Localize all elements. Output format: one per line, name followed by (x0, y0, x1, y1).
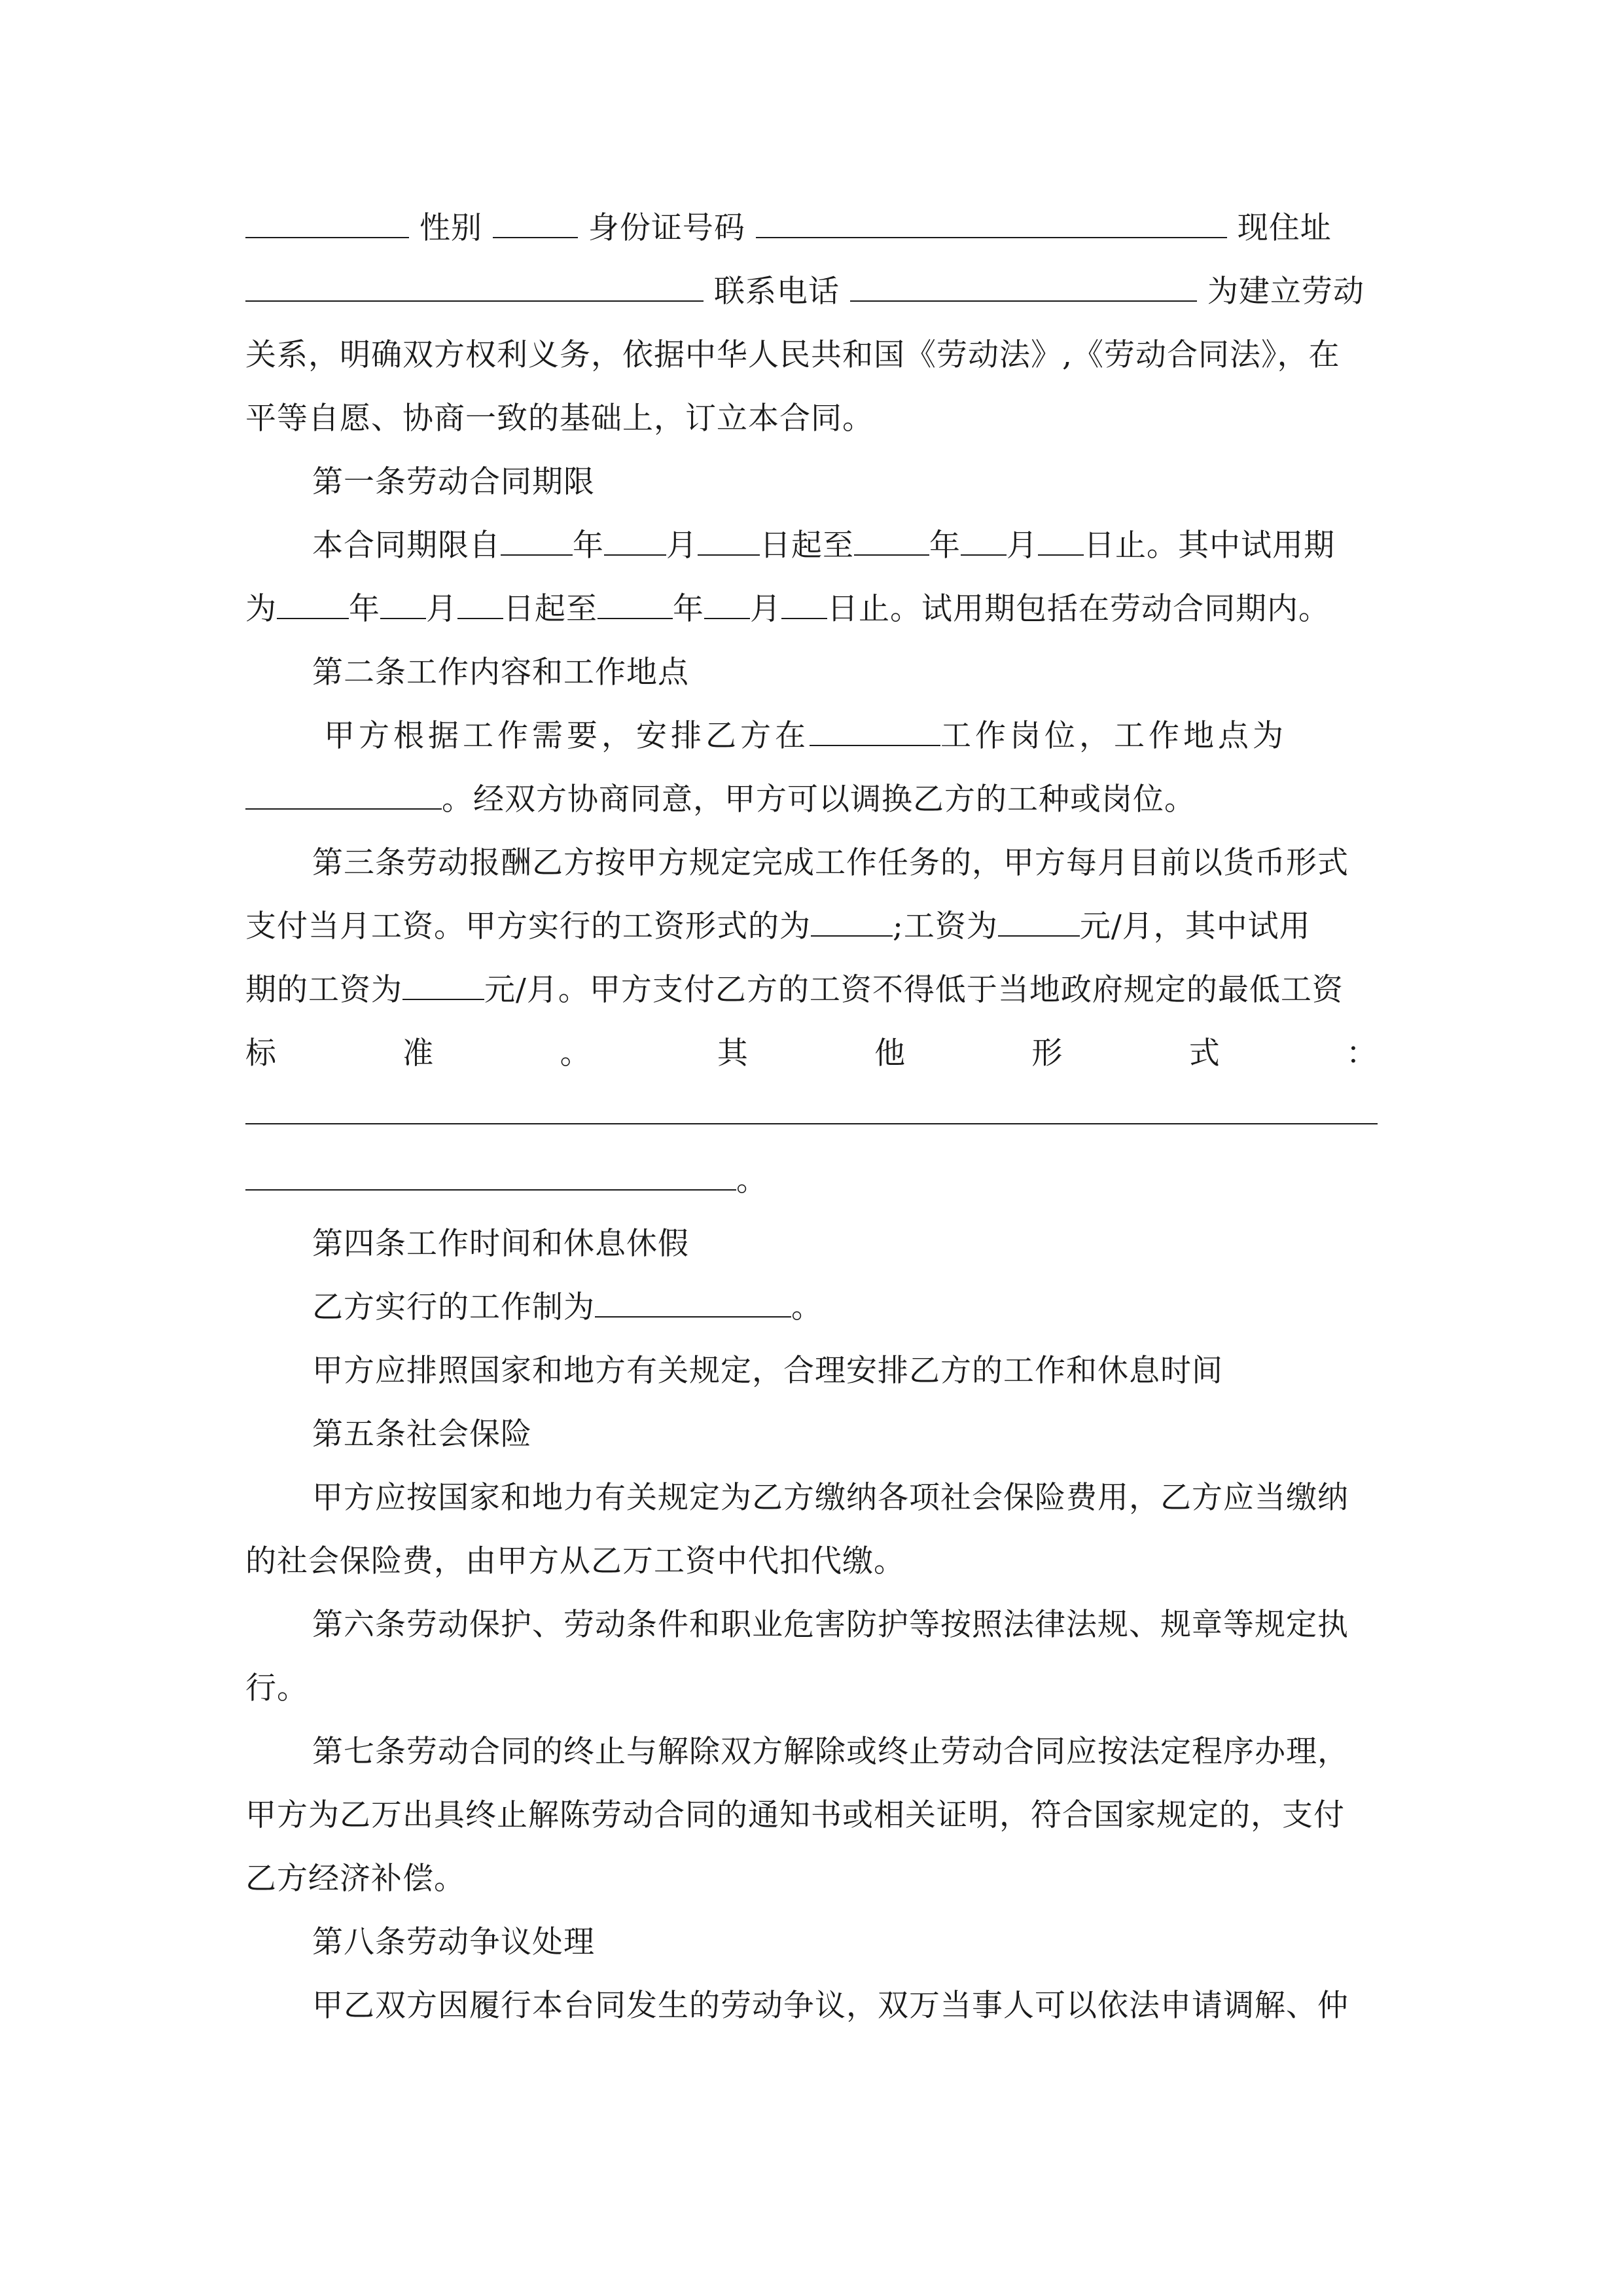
article-1-title: 第一条劳动合同期限 (312, 464, 595, 500)
period: 。 (736, 1162, 768, 1198)
spread-char: 标 (245, 1035, 277, 1071)
probation-end-month-blank[interactable] (704, 579, 750, 619)
start-month-blank[interactable] (604, 515, 666, 556)
article-3-line-3 (245, 958, 1378, 1022)
position-blank[interactable] (810, 706, 940, 746)
article-4-line-2: 甲方应排照国家和地方有关规定，合理安排乙方的工作和休息时间 (312, 1353, 1223, 1389)
purpose-text-a: 为建立劳动 (1207, 274, 1364, 310)
spread-char: 他 (874, 1035, 906, 1071)
id-number-label: 身份证号码 (588, 210, 745, 246)
address-label: 现住址 (1237, 210, 1332, 246)
contract-body (245, 196, 1378, 2037)
day-to-label: 日起至 (503, 591, 597, 627)
month-label: 月 (426, 591, 457, 627)
article-2-line-1 (245, 704, 1378, 768)
probation-wage-blank[interactable] (402, 960, 484, 1000)
probation-wage-label: 期的工资为 (245, 972, 402, 1008)
article-3-line-2 (245, 895, 1378, 958)
month-label: 月 (666, 528, 698, 564)
probation-end-label: 日止。试用期包括在劳动合同期内。 (827, 591, 1330, 627)
wage-label: ;工资为 (893, 908, 998, 944)
spread-char: 。 (560, 1035, 592, 1071)
article-6-line-2: 行。 (245, 1670, 308, 1706)
location-blank[interactable] (245, 769, 442, 810)
probation-start-year-blank[interactable] (277, 579, 349, 619)
wage-blank[interactable] (998, 896, 1080, 937)
year-label: 年 (349, 591, 380, 627)
phone-label: 联系电话 (713, 274, 840, 310)
probation-end-day-blank[interactable] (781, 579, 827, 619)
month-label: 月 (1007, 528, 1038, 564)
period: 。 (791, 1289, 823, 1325)
article-8-title: 第八条劳动争议处理 (312, 1924, 595, 1960)
id-number-blank[interactable] (756, 198, 1227, 238)
minimum-wage-text: 元/月。甲方支付乙方的工资不得低于当地政府规定的最低工资 (484, 972, 1344, 1008)
spread-char: 形 (1031, 1035, 1063, 1071)
purpose-text-b: 关系，明确双方权利义务，依据中华人民共和国《劳动法》,《劳动合同法》，在 (245, 337, 1340, 373)
article-3-line-1: 第三条劳动报酬乙方按甲方规定完成工作任务的，甲方每月目前以货币形式 (312, 845, 1349, 881)
purpose-text-c: 平等自愿、协商一致的基础上，订立本合同。 (245, 401, 874, 437)
start-year-blank[interactable] (501, 515, 573, 556)
name-blank[interactable] (245, 198, 409, 238)
end-year-blank[interactable] (854, 515, 929, 556)
article-1-line-2 (245, 577, 1378, 641)
phone-blank[interactable] (850, 261, 1197, 302)
day-to-label: 日起至 (760, 528, 854, 564)
wage-form-blank[interactable] (811, 896, 893, 937)
spread-char: 准 (402, 1035, 435, 1071)
year-label: 年 (573, 528, 604, 564)
article-5-line-2: 的社会保险费，由甲方从乙万工资中代扣代缴。 (245, 1543, 905, 1579)
other-forms-blank[interactable] (245, 1150, 736, 1191)
spread-char: ： (1346, 1035, 1378, 1071)
spread-char: 式 (1188, 1035, 1221, 1071)
article-2-title: 第二条工作内容和工作地点 (312, 655, 689, 691)
article-6-line-1: 第六条劳动保护、劳动条件和职业危害防护等按照法律法规、规章等规定执 (312, 1607, 1349, 1643)
work-system-label: 乙方实行的工作制为 (312, 1289, 595, 1325)
start-day-blank[interactable] (698, 515, 760, 556)
address-blank[interactable] (245, 261, 704, 302)
article-4-title: 第四条工作时间和休息休假 (312, 1226, 689, 1262)
article-7-line-1: 第七条劳动合同的终止与解除双方解除或终止劳动合同应按法定程序办理， (312, 1734, 1349, 1770)
position-change-text: 。经双方协商同意，甲方可以调换乙方的工种或岗位。 (442, 781, 1196, 817)
end-month-blank[interactable] (961, 515, 1007, 556)
probation-end-year-blank[interactable] (597, 579, 673, 619)
gender-blank[interactable] (493, 198, 578, 238)
end-day-blank[interactable] (1038, 515, 1084, 556)
probation-start-month-blank[interactable] (380, 579, 426, 619)
probation-label: 为 (245, 591, 277, 627)
article-3-line-4 (245, 1022, 1378, 1085)
position-text: 甲方根据工作需要，安排乙方在 (324, 718, 810, 754)
term-start-label: 本合同期限自 (312, 528, 501, 564)
article-7-line-3: 乙方经济补偿。 (245, 1861, 465, 1897)
gender-label: 性别 (419, 210, 482, 246)
article-8-line-1: 甲乙双方因履行本台同发生的劳动争议，双万当事人可以依法申请调解、仲 (312, 1988, 1349, 2024)
article-2-line-2 (245, 768, 1378, 831)
other-forms-blank-line[interactable] (245, 1085, 1378, 1149)
article-7-line-2: 甲方为乙万出具终止解陈劳动合同的通知书或相关证明，符合国家规定的，支付 (245, 1797, 1345, 1833)
spread-char: 其 (717, 1035, 749, 1071)
day-end-label: 日止。其中试用期 (1084, 528, 1335, 564)
wage-form-label: 支付当月工资。甲方实行的工资形式的为 (245, 908, 811, 944)
article-1-line-1 (245, 514, 1378, 577)
location-text: 工作岗位，工作地点为 (940, 718, 1287, 754)
year-label: 年 (673, 591, 704, 627)
work-system-blank[interactable] (595, 1277, 791, 1318)
article-4-line-1 (245, 1276, 1378, 1339)
wage-unit-text: 元/月，其中试用 (1079, 908, 1311, 944)
article-5-title: 第五条社会保险 (312, 1416, 532, 1452)
article-3-line-6 (245, 1149, 1378, 1212)
article-5-line-1: 甲方应按国家和地力有关规定为乙方缴纳各项社会保险费用，乙方应当缴纳 (312, 1480, 1349, 1516)
year-label: 年 (929, 528, 961, 564)
party-info-line-2 (245, 260, 1378, 323)
month-label: 月 (750, 591, 781, 627)
party-info-line-1 (245, 196, 1378, 260)
probation-start-day-blank[interactable] (457, 579, 503, 619)
